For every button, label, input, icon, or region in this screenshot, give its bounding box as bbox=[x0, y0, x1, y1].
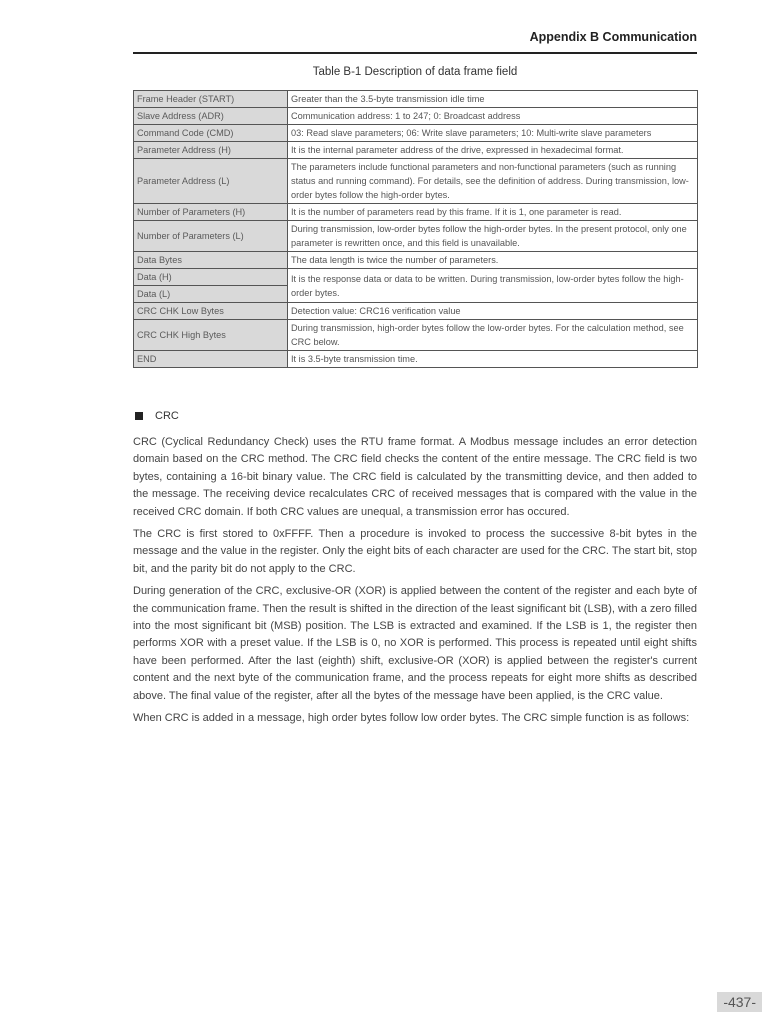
crc-body-text bbox=[133, 434, 697, 733]
field-name: Parameter Address (H) bbox=[134, 142, 288, 159]
table-row bbox=[134, 351, 698, 368]
paragraph: When CRC is added in a message, high order bytes follow low order bytes. The CRC simple function is as follows: bbox=[133, 712, 690, 725]
page-header bbox=[133, 30, 697, 54]
field-description: The parameters include functional parameters and non-functional parameters (such as running status and running command). For details, see the definition of address. During transmission, low-order bytes follow the high-order bytes. bbox=[288, 159, 698, 204]
field-description: It is 3.5-byte transmission time. bbox=[288, 351, 698, 368]
crc-section-heading bbox=[135, 410, 179, 422]
field-name: CRC CHK Low Bytes bbox=[134, 303, 288, 320]
table-row bbox=[134, 91, 698, 108]
table-row bbox=[134, 204, 698, 221]
field-description: Detection value: CRC16 verification value bbox=[288, 303, 698, 320]
table-row bbox=[134, 320, 698, 351]
field-description: It is the number of parameters read by this frame. If it is 1, one parameter is read. bbox=[288, 204, 698, 221]
table-row bbox=[134, 252, 698, 269]
table-row bbox=[134, 159, 698, 204]
field-name: Command Code (CMD) bbox=[134, 125, 288, 142]
field-name: Number of Parameters (L) bbox=[134, 221, 288, 252]
table-caption: Table B-1 Description of data frame field bbox=[312, 66, 518, 78]
field-description: It is the response data or data to be written. During transmission, low-order bytes follow the high-order bytes. bbox=[288, 269, 698, 303]
data-frame-table bbox=[133, 90, 698, 368]
paragraph: During generation of the CRC, exclusive-OR (XOR) is applied between the content of the register and each byte of the communication frame. Then the result is shifted in the direction of the least significant bit (LSB), with a zero filled into the most significant bit (MSB) position. The LSB is extracted and examined. If the LSB is 1, the register then performs XOR with a preset value. If the LSB is 0, no XOR is performed. This process is repeated until eight shifts have been performed. After the last (eighth) shift, exclusive-OR (XOR) is applied between the register's current content and the next byte of the communication frame, and the process repeats for eight more shifts as described above. The final value of the register, after all the bytes of the message have been applied, is the CRC value. bbox=[133, 585, 697, 702]
table-row bbox=[134, 125, 698, 142]
field-name: Data Bytes bbox=[134, 252, 288, 269]
table-row bbox=[134, 142, 698, 159]
field-description: Communication address: 1 to 247; 0: Broadcast address bbox=[288, 108, 698, 125]
field-description: The data length is twice the number of parameters. bbox=[288, 252, 698, 269]
field-description: During transmission, low-order bytes follow the high-order bytes. In the present protocol, only one parameter is rewritten once, and this field is unavailable. bbox=[288, 221, 698, 252]
field-name: Number of Parameters (H) bbox=[134, 204, 288, 221]
field-name: Parameter Address (L) bbox=[134, 159, 288, 204]
table-row bbox=[134, 303, 698, 320]
field-description: It is the internal parameter address of the drive, expressed in hexadecimal format. bbox=[288, 142, 698, 159]
field-description: Greater than the 3.5-byte transmission idle time bbox=[288, 91, 698, 108]
section-title: CRC bbox=[155, 410, 179, 422]
field-name: Data (L) bbox=[134, 286, 288, 303]
field-name: Slave Address (ADR) bbox=[134, 108, 288, 125]
field-name: Frame Header (START) bbox=[134, 91, 288, 108]
field-description: 03: Read slave parameters; 06: Write slave parameters; 10: Multi-write slave parameters bbox=[288, 125, 698, 142]
field-description: During transmission, high-order bytes follow the low-order bytes. For the calculation method, see CRC below. bbox=[288, 320, 698, 351]
page-number: -437- bbox=[717, 992, 762, 1012]
field-name: END bbox=[134, 351, 288, 368]
bullet-square-icon bbox=[135, 412, 143, 420]
paragraph: CRC (Cyclical Redundancy Check) uses the RTU frame format. A Modbus message includes an error detection domain based on the CRC method. The CRC field checks the content of the entire message. The CRC field is two bytes, containing a 16-bit binary value. The CRC field is calculated by the transmitting device, and then added to the message. The receiving device recalculates CRC of received messages that is compared with the value in the received CRC domain. If both CRC values are unequal, a transmission error has occured. bbox=[133, 436, 697, 518]
field-name: CRC CHK High Bytes bbox=[134, 320, 288, 351]
table-row bbox=[134, 108, 698, 125]
header-title: Appendix B Communication bbox=[529, 30, 697, 44]
table-row bbox=[134, 221, 698, 252]
paragraph: The CRC is first stored to 0xFFFF. Then a procedure is invoked to process the successive 8-bit bytes in the message and the value in the register. Only the eight bits of each character are used for the CRC. The start bit, stop bit, and the parity bit do not apply to the CRC. bbox=[133, 528, 697, 575]
table-row bbox=[134, 269, 698, 286]
field-name: Data (H) bbox=[134, 269, 288, 286]
